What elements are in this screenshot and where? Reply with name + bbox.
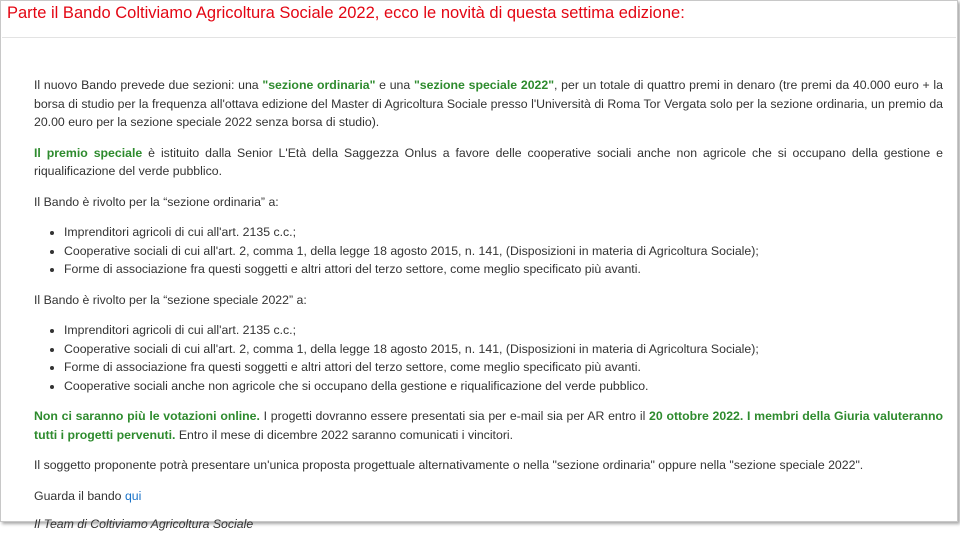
list-item: • Cooperative sociali di cui all'art. 2, comma 1, della legge 18 agosto 2015, n. 141, (Disposizioni in materia di Agricoltura Sociale); <box>64 340 943 359</box>
article-title: Parte il Bando Coltiviamo Agricoltura Sociale 2022, ecco le novità di questa settima edizione: <box>7 4 685 22</box>
bando-link[interactable]: qui <box>124 488 142 503</box>
list-item: • Forme di associazione fra questi soggetti e altri attori del terzo settore, come meglio specificato più avanti. <box>64 358 943 377</box>
highlight-sezione-ordinaria: "sezione ordinaria" <box>262 78 376 92</box>
votazioni-paragraph: Non ci saranno più le votazioni online. I progetti dovranno essere presentati sia per e-mail sia per AR entro il 20 ottobre 2022. I membri della Giuria valuteranno tutti i progetti pervenuti. Entro il mese di dicembre 2022 saranno comunicati i vincitori. <box>34 409 943 442</box>
premio-speciale-paragraph: Il premio speciale è istituito dalla Senior L'Età della Saggezza Onlus a favore delle cooperative sociali anche non agricole che si occupano della gestione e riqualificazione del verde pubblico. <box>34 145 943 178</box>
list-item: • Imprenditori agricoli di cui all'art. 2135 c.c.; <box>64 223 943 242</box>
ordinaria-list <box>34 223 943 279</box>
speciale-list <box>34 321 943 395</box>
highlight-premio-speciale: Il premio speciale <box>34 145 143 160</box>
intro-paragraph: Il nuovo Bando prevede due sezioni: una "sezione ordinaria" e una "sezione speciale 2022", per un totale di quattro premi in denaro (tre premi da 40.000 euro + la borsa di studio per la frequenza all'ottava edizione del Master di Agricoltura Sociale presso l'Università di Roma Tor Vergata solo per la sezione ordinaria, un premio da 20.00 euro per la sezione speciale 2022 senza borsa di studio). <box>34 78 943 129</box>
list-item: • Imprenditori agricoli di cui all'art. 2135 c.c.; <box>64 321 943 340</box>
bando-link-paragraph: Guarda il bando qui <box>34 488 142 503</box>
signature: Il Team di Coltiviamo Agricoltura Sociale <box>34 517 254 531</box>
article-body <box>34 76 943 546</box>
highlight-no-votazioni: Non ci saranno più le votazioni online. <box>34 409 260 423</box>
highlight-deadline: 20 ottobre 2022. I membri della Giuria valuteranno tutti i progetti pervenuti. <box>34 409 943 442</box>
list-item: • Cooperative sociali di cui all'art. 2, comma 1, della legge 18 agosto 2015, n. 141, (Disposizioni in materia di Agricoltura Sociale); <box>64 242 943 261</box>
ordinaria-heading: Il Bando è rivolto per la “sezione ordinaria” a: <box>34 194 279 209</box>
list-item: • Forme di associazione fra questi soggetti e altri attori del terzo settore, come meglio specificato più avanti. <box>64 260 943 279</box>
list-item: • Cooperative sociali anche non agricole che si occupano della gestione e riqualificazione del verde pubblico. <box>64 377 943 396</box>
divider <box>2 37 956 38</box>
proponente-paragraph: Il soggetto proponente potrà presentare un'unica proposta progettuale alternativamente o nella "sezione ordinaria" oppure nella "sezione speciale 2022". <box>34 458 864 472</box>
speciale-heading: Il Bando è rivolto per la “sezione speciale 2022” a: <box>34 292 307 307</box>
highlight-sezione-speciale: "sezione speciale 2022" <box>413 78 555 92</box>
